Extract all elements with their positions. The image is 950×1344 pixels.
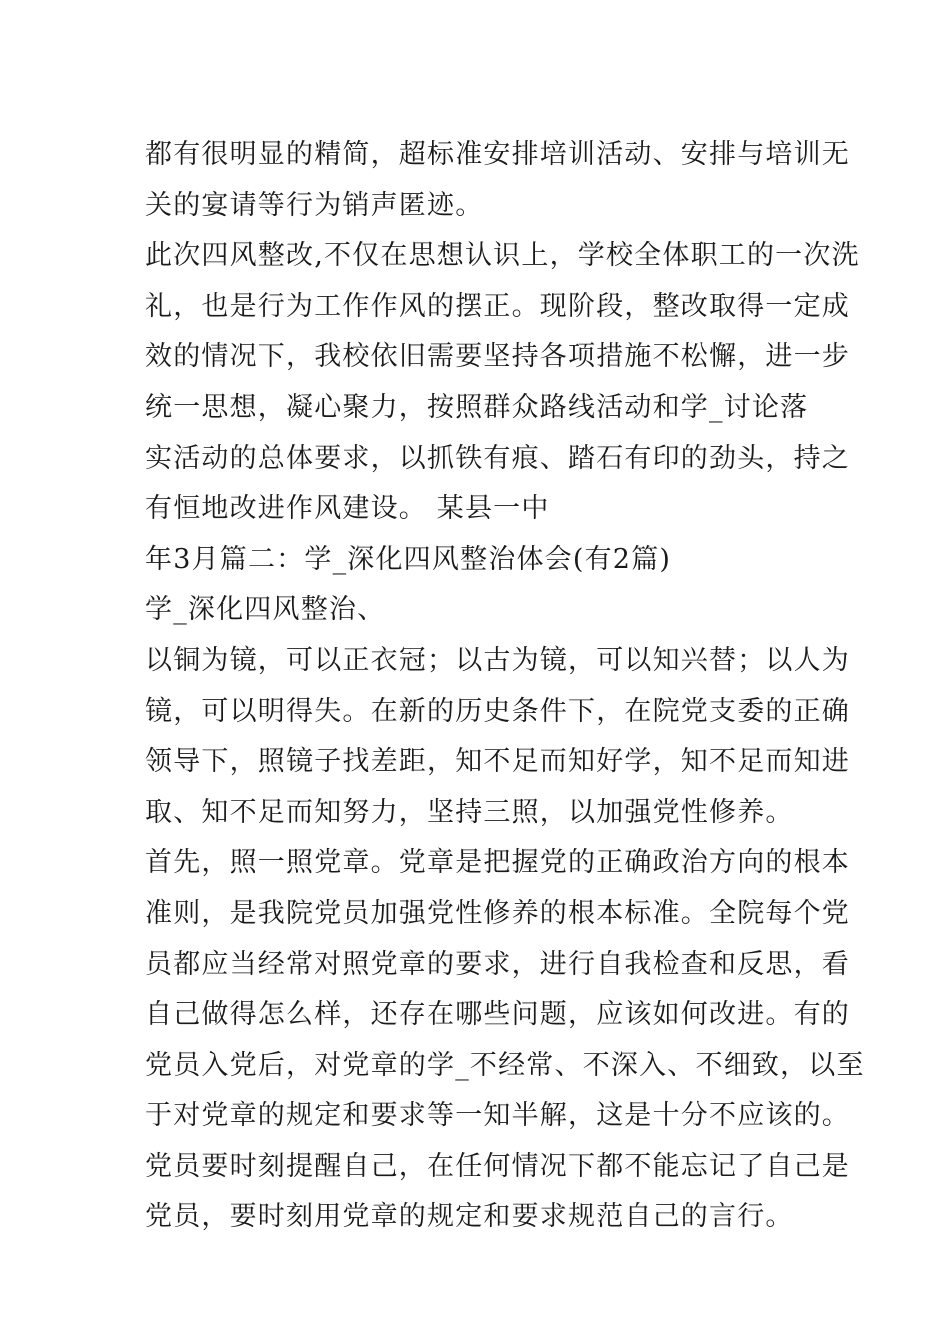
text-line: 学_深化四风整治、 <box>145 594 386 626</box>
text-line: 领导下，照镜子找差距，知不足而知好学，知不足而知进 <box>145 746 850 778</box>
text-line: 此次四风整改,不仅在思想认识上，学校全体职工的一次洗 <box>145 240 860 272</box>
text-line: 关的宴请等行为销声匿迹。 <box>145 189 484 221</box>
document-body <box>145 130 865 1243</box>
text-line: 统一思想，凝心聚力，按照群众路线活动和学_讨论落 <box>145 391 809 423</box>
text-line: 都有很明显的精简，超标准安排培训活动、安排与培训无 <box>145 139 850 170</box>
text-line: 准则，是我院党员加强党性修养的根本标准。全院每个党 <box>145 897 850 929</box>
text-line: 以铜为镜，可以正衣冠；以古为镜，可以知兴替；以人为 <box>145 644 850 676</box>
text-line: 党员入党后，对党章的学_不经常、不深入、不细致，以至 <box>145 1049 865 1081</box>
text-line: 首先，照一照党章。党章是把握党的正确政治方向的根本 <box>145 847 850 879</box>
text-line: 年3月篇二：学_深化四风整治体会(有2篇) <box>145 543 672 575</box>
text-line: 党员，要时刻用党章的规定和要求规范自己的言行。 <box>145 1201 794 1233</box>
text-line: 于对党章的规定和要求等一知半解，这是十分不应该的。 <box>145 1100 850 1132</box>
text-line: 礼，也是行为工作作风的摆正。现阶段，整改取得一定成 <box>145 290 850 322</box>
text-line: 镜，可以明得失。在新的历史条件下，在院党支委的正确 <box>145 695 850 727</box>
text-line: 效的情况下，我校依旧需要坚持各项措施不松懈，进一步 <box>145 341 850 373</box>
text-line: 有恒地改进作风建设。 某县一中 <box>145 493 550 525</box>
text-line: 取、知不足而知努力，坚持三照，以加强党性修养。 <box>145 796 794 828</box>
text-line: 实活动的总体要求，以抓铁有痕、踏石有印的劲头，持之 <box>145 442 850 474</box>
text-line: 自己做得怎么样，还存在哪些问题，应该如何改进。有的 <box>145 999 850 1031</box>
text-line: 员都应当经常对照党章的要求，进行自我检查和反思，看 <box>145 948 850 980</box>
text-line: 党员要时刻提醒自己，在任何情况下都不能忘记了自己是 <box>145 1150 850 1182</box>
